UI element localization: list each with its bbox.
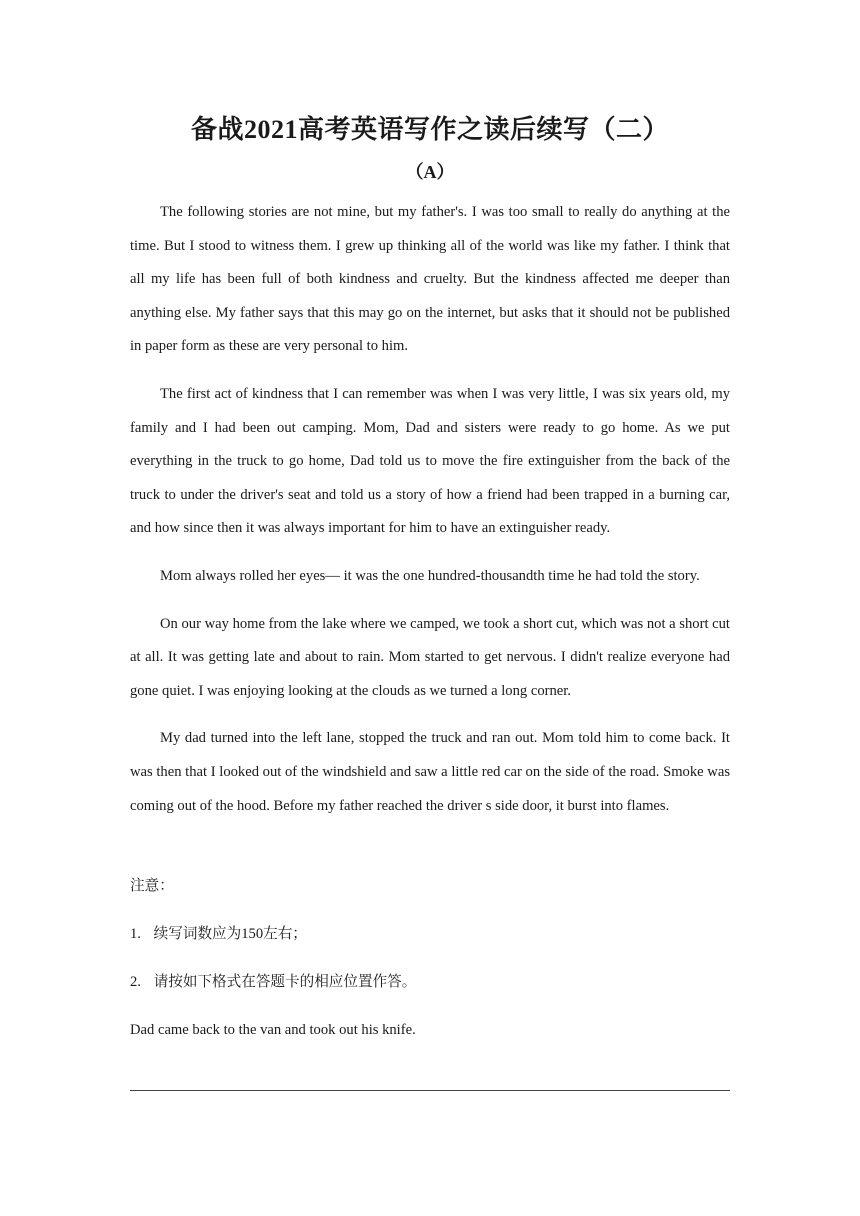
note-item-2 [130, 968, 730, 1016]
story-paragraph-4: On our way home from the lake where we camped, we took a short cut, which was not a short cut at all. It was getting late and about to rain. Mom started to get nervous. I didn't realize everyone had gone quiet. I was enjoying looking at the clouds as we turned a long corner. [130, 615, 730, 699]
notes-heading: 注意： [130, 878, 174, 894]
story-paragraph-2: The first act of kindness that I can remember was when I was very little, I was six years old, my family and I had been out camping. Mom, Dad and sisters were ready to go home. As we put everything in the truck to go home, Dad told us to move the fire extinguisher from the back of the truck to under the driver's seat and told us a story of how a friend had been trapped in a burning car, and how since then it was always important for him to have an extinguisher ready. [130, 385, 730, 537]
notes-section [130, 872, 730, 1064]
note-text: 续写词数应为150左右； [153, 926, 307, 942]
document-title: 备战2021高考英语写作之读后续写（二） [190, 115, 669, 144]
section-label: （A） [405, 162, 455, 182]
note-number: 1. [130, 926, 141, 942]
document-page [130, 0, 730, 1216]
continuation-start: Dad came back to the van and took out his knife. [130, 1022, 416, 1038]
note-item-1 [130, 920, 730, 968]
story-paragraph-3: Mom always rolled her eyes— it was the one hundred-thousandth time he had told the story. [160, 567, 700, 584]
story-body [130, 196, 730, 837]
note-text: 请按如下格式在答题卡的相应位置作答。 [153, 974, 417, 990]
note-number: 2. [130, 974, 141, 990]
story-paragraph-1: The following stories are not mine, but my father's. I was too small to really do anything at the time. But I stood to witness them. I grew up thinking all of the world was like my father. I think that all my life has been full of both kindness and cruelty. But the kindness affected me deeper than anything else. My father says that this may go on the internet, but asks that it should not be published in paper form as these are very personal to him. [130, 204, 730, 355]
story-paragraph-5: My dad turned into the left lane, stopped the truck and ran out. Mom told him to come back. It was then that I looked out of the windshield and saw a little red car on the side of the road. Smoke was coming out of the hood. Before my father reached the driver s side door, it burst into flames. [130, 730, 730, 814]
answer-line [130, 1090, 730, 1091]
